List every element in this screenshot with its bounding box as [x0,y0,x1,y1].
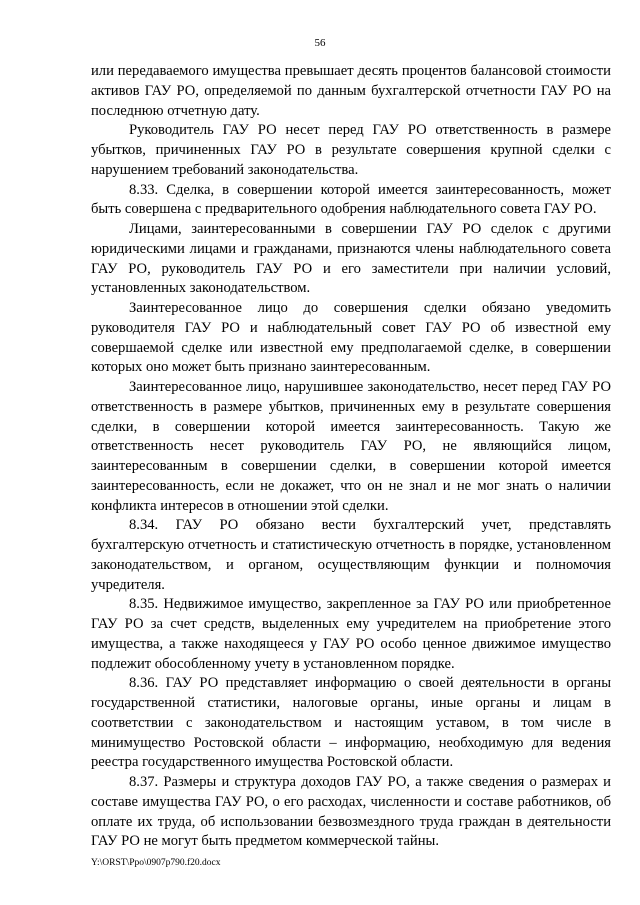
footer-file-path: Y:\ORST\Ppo\0907p790.f20.docx [91,858,221,868]
paragraph-8-34: 8.34. ГАУ РО обязано вести бухгалтерский учет, представлять бухгалтерскую отчетность и статистическую отчетность в порядке, установленном законодательством, и органом, осуществляющим функции и полномочия учредителя. [91,517,611,593]
paragraph-continuation: или передаваемого имущества превышает десять процентов балансовой стоимости активов ГАУ РО, определяемой по данным бухгалтерской отчетности ГАУ РО на последнюю отчетную дату. [91,63,611,119]
paragraph-8-33: 8.33. Сделка, в совершении которой имеется заинтересованность, может быть совершена с предварительного одобрения наблюдательного совета ГАУ РО. [91,181,611,218]
paragraph-interested-persons: Лицами, заинтересованными в совершении ГАУ РО сделок с другими юридическими лицами и гражданами, признаются члены наблюдательного совета ГАУ РО, руководитель ГАУ РО и его заместители при наличии условий, установленных законодательством. [91,221,611,297]
page-number: 56 [314,37,326,49]
paragraph-interested-liability: Заинтересованное лицо, нарушившее законодательство, несет перед ГАУ РО ответственность в размере убытков, причиненных ему в результате совершения сделки, в совершении которой имеется заинтересованность. Такую же ответственность несет руководитель ГАУ РО, не являющийся лицом, заинтересованным в совершении сделки, в совершении которой имеется заинтересованность, если не докажет, что он не знал и не мог знать о наличии конфликта интересов в отношении этой сделки. [91,379,611,514]
paragraph-8-36: 8.36. ГАУ РО представляет информацию о своей деятельности в органы государственной статистики, налоговые органы, иные органы и лицам в соответствии с законодательством и настоящим уставом, в том числе в минимущество Ростовской области – информацию, необходимую для ведения реестра государственного имущества Ростовской области. [91,675,611,771]
paragraph-8-37: 8.37. Размеры и структура доходов ГАУ РО, а также сведения о размерах и составе имущества ГАУ РО, о его расходах, численности и составе работников, об оплате их труда, об использовании безвозмездного труда граждан в деятельности ГАУ РО не могут быть предметом коммерческой тайны. [91,774,611,850]
document-body [91,62,611,852]
paragraph-8-35: 8.35. Недвижимое имущество, закрепленное за ГАУ РО или приобретенное ГАУ РО за счет средств, выделенных ему учредителем на приобретение этого имущества, а также находящееся у ГАУ РО особо ценное движимое имущество подлежит обособленному учету в установленном порядке. [91,596,611,672]
paragraph-director-liability: Руководитель ГАУ РО несет перед ГАУ РО ответственность в размере убытков, причиненных ГАУ РО в результате совершения крупной сделки с нарушением требований законодательства. [91,122,611,178]
paragraph-notification-duty: Заинтересованное лицо до совершения сделки обязано уведомить руководителя ГАУ РО и наблюдательный совет ГАУ РО об известной ему совершаемой сделке или известной ему предполагаемой сделке, в совершении которых оно может быть признано заинтересованным. [91,300,611,376]
